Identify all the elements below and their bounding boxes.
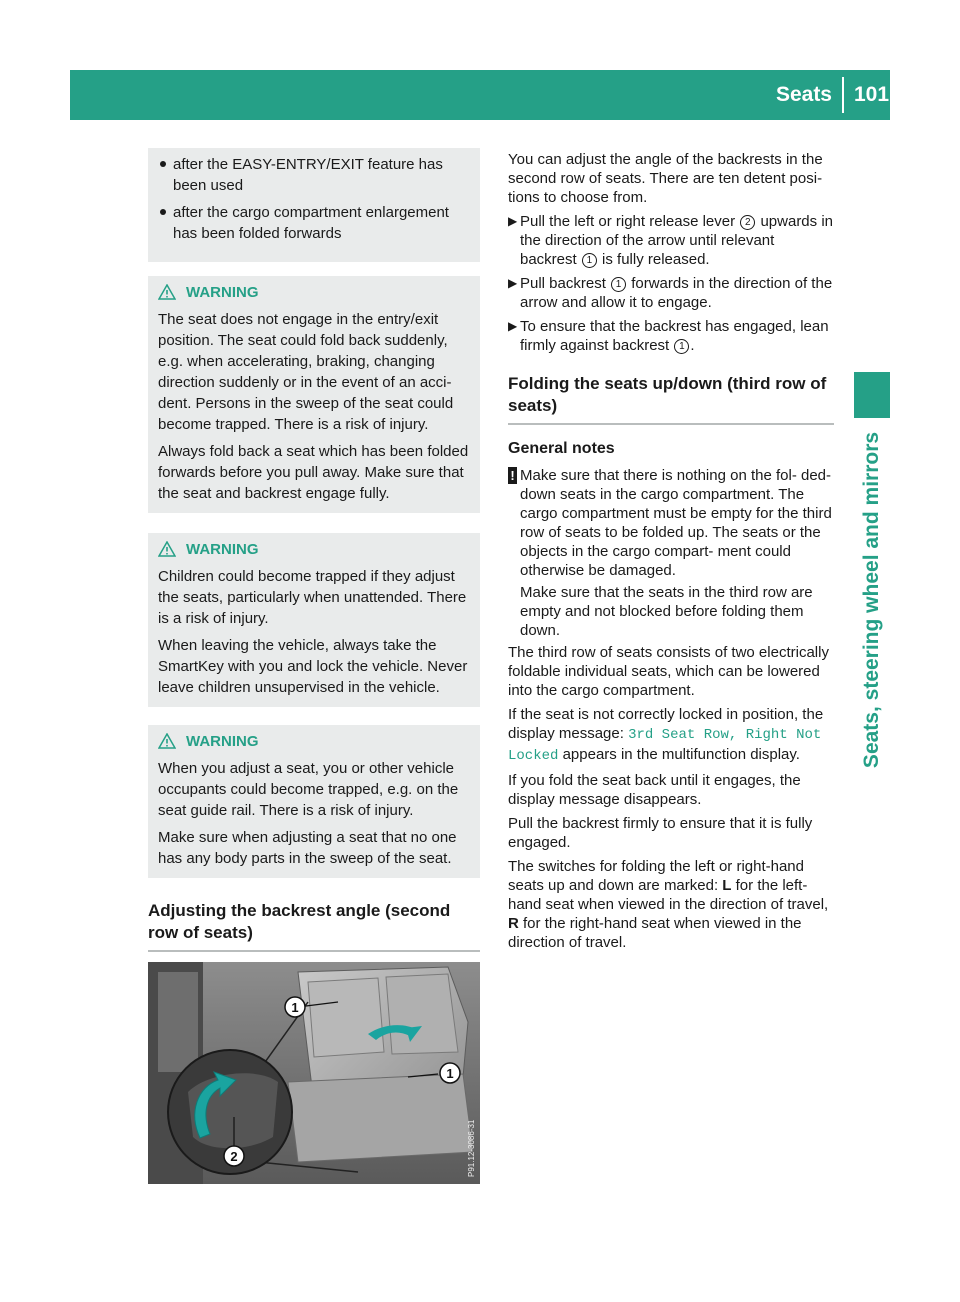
warning-heading [158, 280, 472, 304]
warning-heading [158, 729, 472, 753]
paragraph-text: for the right-hand seat when viewed in the direction of travel. [508, 915, 802, 951]
warning-text: Children could become trapped if they adjust the seats, particularly when unattended. There is a risk of injury. [158, 568, 467, 627]
warning-heading [158, 537, 472, 561]
paragraph: Pull the backrest firmly to ensure that it is fully engaged. [508, 815, 813, 851]
bullet-icon [160, 209, 166, 215]
callout-ref: 1 [582, 253, 597, 268]
list-item [158, 154, 472, 196]
section-title: Seats [775, 83, 832, 106]
warning-title: WARNING [186, 732, 259, 750]
paragraph: The third row of seats consists of two electrically foldable individual seats, which can be lowered into the cargo compartment. [508, 644, 829, 699]
callout-ref: 1 [674, 339, 689, 354]
step-arrow-icon: ▶ [508, 214, 518, 228]
paragraph: If you fold the seat back until it engages, the display message disappears. [508, 772, 801, 808]
right-column [508, 150, 834, 957]
instruction-step [508, 317, 834, 355]
note-text: Make sure that the seats in the third row are empty and not blocked before folding them down. [520, 584, 813, 639]
warning-box-2 [148, 533, 480, 707]
warning-box-1 [148, 276, 480, 513]
warning-title: WARNING [186, 540, 259, 558]
warning-text: Always fold back a seat which has been folded forwards before you pull away. Make sure that the seat and backrest engage fully. [158, 443, 469, 502]
list-item-text: after the cargo compartment enlargement has been folded forwards [173, 204, 449, 242]
note-text: Make sure that there is nothing on the fol- ded-down seats in the cargo compartment. The cargo compartment must be empty for the third row of seats to be folded up. The seats or the objects in the cargo compart- ment could otherwise be damaged. [520, 467, 832, 579]
chapter-tab-label: Seats, steering wheel and mirrors [860, 431, 883, 769]
exclamation-icon: ! [508, 467, 517, 484]
step-text: is fully released. [602, 251, 710, 268]
callout-ref: 1 [611, 277, 626, 292]
section-heading-backrest: Adjusting the backrest angle (second row of seats) [148, 900, 480, 952]
list-item [158, 202, 472, 244]
paragraph-text: appears in the multifunction display. [562, 746, 800, 763]
seat-backrest-illustration [148, 962, 480, 1184]
chapter-tab-marker [854, 372, 890, 418]
step-text: Pull backrest [520, 275, 606, 292]
left-column [148, 148, 480, 1184]
chapter-tab [854, 430, 890, 770]
page-number: 101 [854, 83, 890, 106]
step-text: upwards in the direction of the arrow until relevant backrest [520, 213, 833, 268]
warning-box-3 [148, 725, 480, 878]
callout-1-top: 1 [291, 1000, 299, 1015]
paragraph [508, 705, 834, 766]
list-item-text: after the EASY-ENTRY/EXIT feature has been used [173, 156, 443, 194]
switch-label-left: L [722, 877, 732, 894]
section-heading-third-row: Folding the seats up/down (third row of seats) [508, 373, 834, 425]
instruction-step [508, 274, 834, 312]
paragraph [508, 857, 834, 952]
instruction-step [508, 212, 834, 269]
step-text: Pull the left or right release lever [520, 213, 736, 230]
header-bar [70, 70, 890, 120]
damage-note [508, 466, 834, 640]
figure-code: P91.12-3086-31 [467, 1119, 476, 1177]
step-text: forwards in the direction of the arrow and allow it to engage. [520, 275, 833, 311]
warning-title: WARNING [186, 283, 259, 301]
warning-triangle-icon [158, 733, 176, 749]
step-arrow-icon: ▶ [508, 276, 518, 290]
step-text: To ensure that the backrest has engaged, lean firmly against backrest [520, 318, 829, 354]
step-text: . [690, 337, 695, 354]
warning-triangle-icon [158, 284, 176, 300]
warning-text: The seat does not engage in the entry/exit position. The seat could fold back suddenly, e.g. when accelerating, braking, changing direction suddenly or in the event of an acci- dent. Persons in the sweep of the seat could become trapped. There is a risk of injury. [158, 311, 454, 433]
warning-triangle-icon [158, 541, 176, 557]
subheading-general-notes: General notes [508, 440, 615, 457]
switch-label-right: R [508, 915, 519, 932]
bullet-box [148, 148, 480, 262]
warning-text: Make sure when adjusting a seat that no one has any body parts in the sweep of the seat. [158, 829, 457, 867]
warning-text: When you adjust a seat, you or other vehicle occupants could become trapped, e.g. on the seat guide rail. There is a risk of injury. [158, 760, 459, 819]
paragraph-text: The switches for folding the left or right-hand seats up and down are marked: [508, 858, 804, 894]
running-header [776, 80, 890, 110]
warning-text: When leaving the vehicle, always take the SmartKey with you and lock the vehicle. Never leave children unsupervised in the vehicle. [158, 637, 468, 696]
callout-2: 2 [230, 1149, 238, 1164]
step-arrow-icon: ▶ [508, 319, 518, 333]
paragraph-text: for the left- hand seat when viewed in the direction of travel, [508, 877, 829, 913]
callout-1-right: 1 [446, 1066, 454, 1081]
intro-paragraph: You can adjust the angle of the backrests in the second row of seats. There are ten detent posi- tions to choose from. [508, 151, 823, 206]
bullet-icon [160, 161, 166, 167]
paragraph-text: If the seat is not correctly locked in position, the display message: [508, 706, 824, 742]
display-message: 3rd Seat Row, Right Not Locked [508, 727, 822, 764]
callout-ref: 2 [740, 215, 755, 230]
